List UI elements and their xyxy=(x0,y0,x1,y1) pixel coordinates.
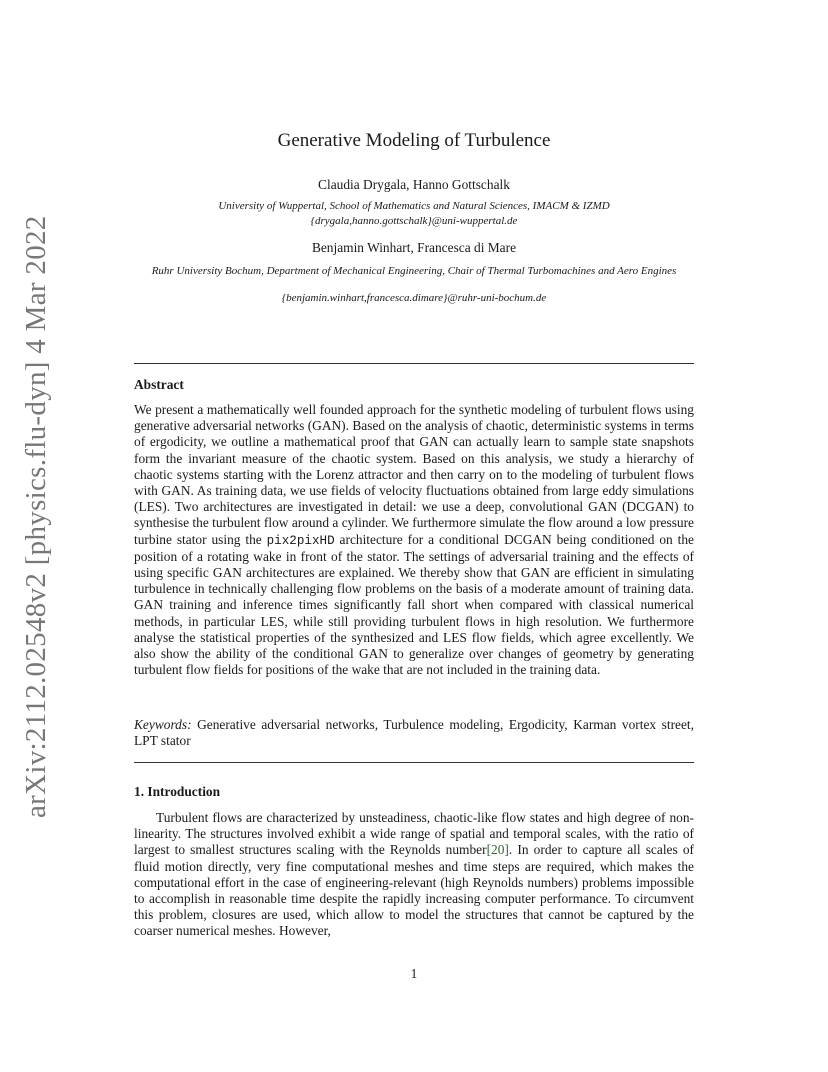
paper-title: Generative Modeling of Turbulence xyxy=(277,130,551,151)
email-1: {drygala,hanno.gottschalk}@uni-wuppertal.de xyxy=(310,215,518,227)
introduction-text: Turbulent flows are characterized by unsteadiness, chaotic-like flow states and high degree of non-linearity. The structures involved exhibit a wide range of spatial and temporal scales, with the ratio of largest to smallest structures scaling with the Reynolds number[20]. In order to capture all scales of fluid motion directly, very fine computational meshes and time steps are required, which makes the computational effort in the case of engineering-relevant (high Reynolds numbers) problems impossible to accomplish in reasonable time despite the rapidly increasing computer performance. To circumvent this problem, closures are used, which allow to model the structures that cannot be captured by the coarser numerical meshes. However, xyxy=(134,810,694,939)
email-2: {benjamin.winhart,francesca.dimare}@ruhr-uni-bochum.de xyxy=(281,292,547,304)
keywords-label: Keywords: xyxy=(134,717,192,732)
code-pix2pixhd: pix2pixHD xyxy=(266,533,335,548)
abstract-text: We present a mathematically well founded approach for the synthetic modeling of turbulent flows using generative adversarial networks (GAN). Based on the analysis of chaotic, deterministic systems in terms of ergodicity, we outline a mathematical proof that GAN can actually learn to sample state snapshots form the invariant measure of the chaotic system. Based on this analysis, we study a hierarchy of chaotic systems starting with the Lorenz attractor and then carry on to the modeling of turbulent flows with GAN. As training data, we use fields of velocity fluctuations obtained from large eddy simulations (LES). Two architectures are investigated in detail: we use a deep, convolutional GAN (DCGAN) to synthesise the turbulent flow around a cylinder. We furthermore simulate the flow around a low pressure turbine stator using the pix2pixHD architecture for a conditional DCGAN being conditioned on the position of a rotating wake in front of the stator. The settings of adversarial training and the effects of using specific GAN architectures are explained. We thereby show that GAN are efficient in simulating turbulence in technically challenging flow problems on the basis of a moderate amount of training data. GAN training and inference times significantly fall short when compared with classical numerical methods, in particular LES, while still providing turbulent flows in high resolution. We furthermore analyse the statistical properties of the synthesized and LES flow fields, which agree excellently. We also show the ability of the conditional GAN to generalize over changes of geometry by generating turbulent flow fields for positions of the wake that are not included in the training data. xyxy=(134,402,694,678)
introduction-heading: 1. Introduction xyxy=(134,784,221,799)
citation-link-20[interactable]: [20] xyxy=(486,842,509,858)
abstract-heading: Abstract xyxy=(134,377,184,392)
arxiv-identifier-stamp: arXiv:2112.02548v2 [physics.flu-dyn] 4 Mar 2022 xyxy=(20,215,52,818)
keywords: Keywords: Generative adversarial networks, Turbulence modeling, Ergodicity, Karman vortex street, LPT stator xyxy=(134,717,694,749)
page-number: 1 xyxy=(410,966,418,981)
abstract-bottom-rule xyxy=(134,762,694,763)
affiliation-1: University of Wuppertal, School of Mathematics and Natural Sciences, IMACM & IZMD xyxy=(218,200,610,212)
author-list-2: Benjamin Winhart, Francesca di Mare xyxy=(311,240,517,255)
affiliation-2: Ruhr University Bochum, Department of Mechanical Engineering, Chair of Thermal Turbomachines and Aero Engines xyxy=(151,265,677,277)
abstract-top-rule xyxy=(134,363,694,364)
author-list-1: Claudia Drygala, Hanno Gottschalk xyxy=(318,177,510,192)
